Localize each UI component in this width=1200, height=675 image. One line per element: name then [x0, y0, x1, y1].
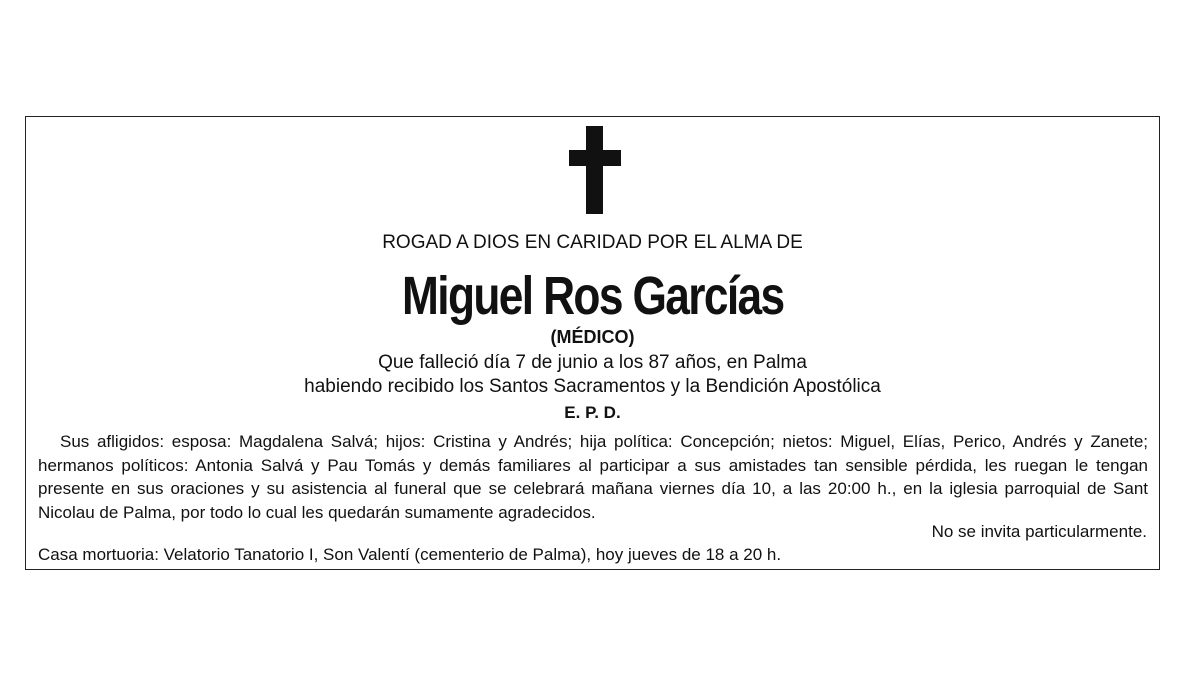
mortuary-info: Casa mortuoria: Velatorio Tanatorio I, Son Valentí (cementerio de Palma), hoy jueves de 18 a 20 h. — [38, 545, 782, 564]
deceased-name: Miguel Ros Garcías — [402, 266, 784, 326]
family-message — [38, 430, 1148, 524]
obituary-notice — [25, 116, 1160, 570]
no-invite-note: No se invita particularmente. — [931, 522, 1147, 541]
sacraments-line: habiendo recibido los Santos Sacramentos y la Bendición Apostólica — [304, 376, 881, 397]
family-message-text: Sus afligidos: esposa: Magdalena Salvá; hijos: Cristina y Andrés; hija política: Concepción; nietos: Miguel, Elías, Perico, Andrés y Zanete; hermanos políticos: Antonia Salvá y Pau Tomás y demás familiares al participar a sus amistades tan sensible pérdida, les ruegan le tengan presente en sus oraciones y su asistencia al funeral que se celebrará mañana viernes día 10, a las 20:00 h., en la iglesia parroquial de Sant Nicolau de Palma, por todo lo cual les quedarán sumamente agradecidos. — [38, 432, 1148, 522]
deceased-profession: (MÉDICO) — [550, 327, 635, 347]
cross-icon — [569, 126, 621, 214]
death-details: Que falleció día 7 de junio a los 87 años, en Palma — [378, 352, 807, 373]
notice-header: ROGAD A DIOS EN CARIDAD POR EL ALMA DE — [382, 232, 803, 253]
epd-label: E. P. D. — [564, 403, 621, 422]
